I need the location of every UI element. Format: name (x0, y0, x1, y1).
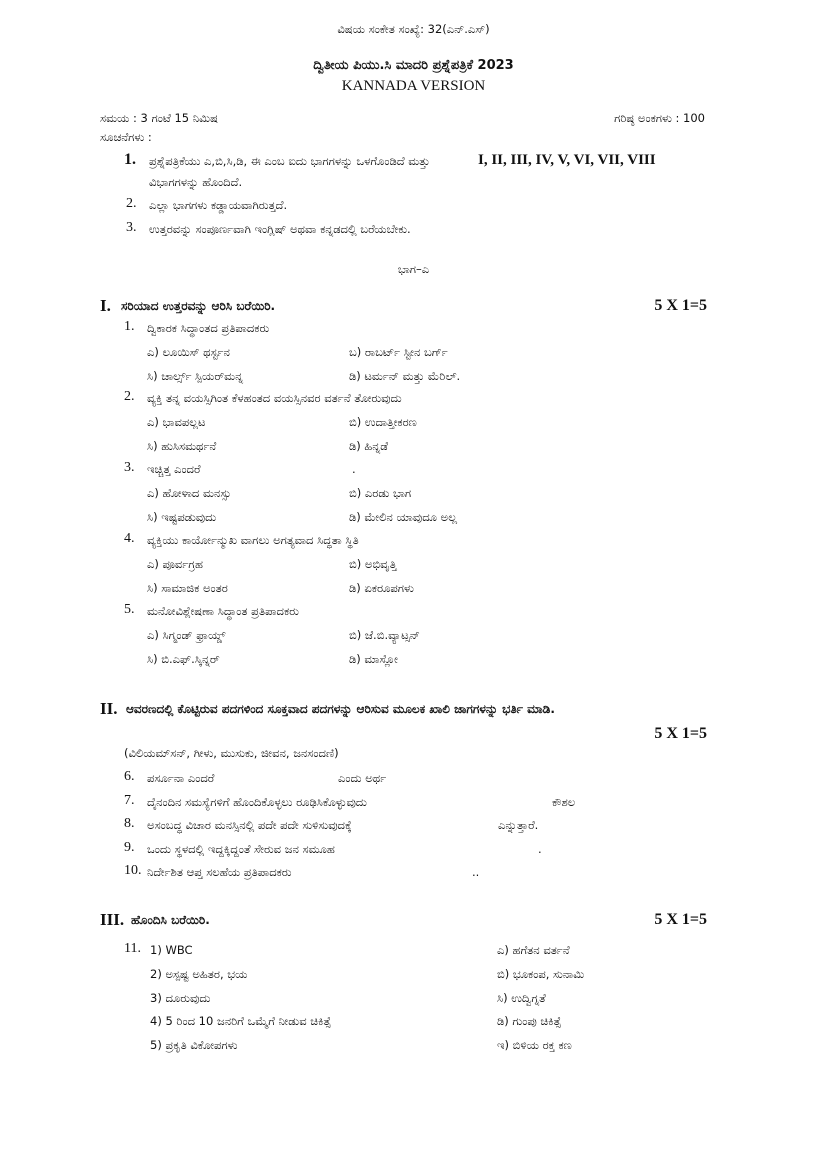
option-b: ಬ) ರಾಬರ್ಟ್ ಸ್ಟೀನ ಬರ್ಗ್ (349, 345, 448, 359)
instruction-sections: I, II, III, IV, V, VI, VII, VIII (478, 152, 656, 168)
option-d: ಡಿ) ಹಿನ್ನಡೆ (349, 439, 389, 453)
match-left-item: 4) 5 ರಿಂದ 10 ಜನರಿಗೆ ಒಮ್ಮೆಗೆ ನೀಡುವ ಚಿಕಿತ್ಸೆ (150, 1014, 332, 1028)
question-number: 11. (124, 941, 141, 956)
question-number: 4. (124, 531, 135, 546)
question-text: ದೈನಂದಿನ ಸಮಸ್ಯೆಗಳಿಗೆ ಹೊಂದಿಕೊಳ್ಳಲು ರೂಢಿಸಿಕೊಳ್ಳುವುದು (147, 795, 367, 809)
match-right-item: ಎ) ಹಗೆತನ ವರ್ತನೆ (497, 943, 570, 957)
question-text: ಅಸಂಬದ್ಧ ವಿಚಾರ ಮನಸ್ಸಿನಲ್ಲಿ ಪದೇ ಪದೇ ಸುಳಿಸುವುದಕ್ಕೆ (147, 818, 352, 832)
blank-tail: . (538, 842, 542, 856)
section-marks: 5 X 1=5 (654, 297, 707, 314)
question-number: 5. (124, 602, 135, 617)
question-text: ವ್ಯಕ್ತಿಯು ಕಾರ್ಯೋನ್ಮುಖ ವಾಗಲು ಅಗತ್ಯವಾದ ಸಿದ್ಧತಾ ಸ್ಥಿತಿ (147, 533, 359, 547)
option-a: ಎ) ಸಿಗ್ಮಂಡ್ ಫ್ರಾಯ್ಡ್ (147, 628, 226, 642)
section-number: III. (100, 910, 125, 929)
question-number: 3. (124, 460, 135, 475)
blank-end: . (352, 462, 356, 476)
section-marks: 5 X 1=5 (654, 725, 707, 742)
option-b: ಬಿ) ಜೆ.ಬಿ.ವ್ಯಾಟ್ಸನ್ (349, 628, 420, 642)
time-allowed: ಸಮಯ : 3 ಗಂಟೆ 15 ನಿಮಿಷ (100, 111, 218, 125)
instruction-text: ಎಲ್ಲಾ ಭಾಗಗಳು ಕಡ್ಡಾಯವಾಗಿರುತ್ತದೆ. (149, 198, 288, 212)
match-left-item: 1) WBC (150, 943, 193, 957)
instruction-text-cont: ವಿಭಾಗಗಳನ್ನು ಹೊಂದಿದೆ. (149, 175, 243, 189)
question-text: ನಿರ್ದೇಶಿತ ಆಪ್ತ ಸಲಹೆಯ ಪ್ರತಿಪಾದಕರು (147, 865, 292, 879)
instruction-number: 3. (126, 220, 137, 235)
max-marks: ಗರಿಷ್ಠ ಅಂಕಗಳು : 100 (614, 111, 705, 125)
instruction-text: ಪ್ರಶ್ನೆಪತ್ರಿಕೆಯು ಎ,ಬಿ,ಸಿ,ಡಿ, ಈ ಎಂಬ ಐದು ಭಾಗಗಳನ್ನು ಒಳಗೊಂಡಿದೆ ಮತ್ತು (149, 154, 430, 168)
blank-tail: ಎಂದು ಅರ್ಥ (338, 771, 387, 785)
match-left-item: 5) ಪ್ರಕೃತಿ ವಿಕೋಪಗಳು (150, 1038, 238, 1052)
section-heading: ಸರಿಯಾದ ಉತ್ತರವನ್ನು ಆರಿಸಿ ಬರೆಯಿರಿ. (121, 299, 276, 313)
question-number: 8. (124, 816, 135, 831)
option-a: ಎ) ಹೋಳಾದ ಮನಸ್ಸು (147, 486, 232, 500)
section-number: II. (100, 699, 118, 718)
section-heading: ಆವರಣದಲ್ಲಿ ಕೊಟ್ಟಿರುವ ಪದಗಳಿಂದ ಸೂಕ್ತವಾದ ಪದಗಳನ್ನು ಆರಿಸುವ ಮೂಲಕ ಖಾಲಿ ಜಾಗಗಳನ್ನು ಭರ್ತಿ ಮಾಡಿ. (126, 702, 555, 716)
instruction-text: ಉತ್ತರವನ್ನು ಸಂಪೂರ್ಣವಾಗಿ ಇಂಗ್ಲಿಷ್ ಅಥವಾ ಕನ್ನಡದಲ್ಲಿ ಬರೆಯಬೇಕು. (149, 222, 411, 236)
option-c: ಸಿ) ಹುಸಿಸಮರ್ಥನೆ (147, 439, 217, 453)
match-right-item: ಡಿ) ಗುಂಪು ಚಿಕಿತ್ಸೆ (497, 1014, 562, 1028)
option-b: ಬಿ) ಉದಾತ್ತೀಕರಣ (349, 415, 417, 429)
match-left-item: 2) ಅಸ್ಪಷ್ಟ ಅಹಿತರ, ಭಯ (150, 967, 248, 981)
blank-tail: ಎನ್ನುತ್ತಾರೆ. (498, 818, 539, 832)
option-c: ಸಿ) ಬಿ.ಎಫ್.ಸ್ಕಿನ್ನರ್ (147, 652, 220, 666)
option-b: ಬಿ) ಅಭಿವೃತ್ತಿ (349, 557, 397, 571)
option-a: ಎ) ಲೂಯಿಸ್ ಥರ್ಸ್ಟನ (147, 345, 230, 359)
word-bank: (ವಿಲಿಯಮ್‌ಸನ್, ಗೀಳು, ಮುಸುಕು, ಜೀವನ, ಜನಸಂದಣಿ) (124, 746, 339, 760)
section-number: I. (100, 296, 111, 315)
question-text: ಇಚ್ಚಿತ್ತ ಎಂದರೆ (147, 462, 201, 476)
question-number: 9. (124, 840, 135, 855)
question-text: ವ್ಯಕ್ತಿ ತನ್ನ ವಯಸ್ಸಿಗಿಂತ ಕೆಳಹಂತದ ವಯಸ್ಸಿನವರ ವರ್ತನೆ ತೋರುವುದು (147, 391, 402, 405)
option-a: ಎ) ಭಾವಪಲ್ಲಟ (147, 415, 206, 429)
option-b: ಬಿ) ಎರಡು ಭಾಗ (349, 486, 412, 500)
section-marks: 5 X 1=5 (654, 911, 707, 928)
match-right-item: ಇ) ಬಿಳಿಯ ರಕ್ತ ಕಣ (497, 1038, 572, 1052)
question-number: 7. (124, 793, 135, 808)
part-label: ಭಾಗ–ಎ (397, 262, 430, 276)
paper-version: KANNADA VERSION (341, 78, 486, 94)
match-right-item: ಸಿ) ಉದ್ವಿಗ್ನತೆ (497, 991, 546, 1005)
question-number: 10. (124, 863, 142, 878)
instruction-number: 2. (126, 196, 137, 211)
question-text: ದ್ವಿಕಾರಕ ಸಿದ್ಧಾಂತದ ಪ್ರತಿಪಾದಕರು (147, 321, 270, 335)
match-right-item: ಬಿ) ಭೂಕಂಪ, ಸುನಾಮಿ (497, 967, 585, 981)
option-a: ಎ) ಪೂರ್ವಗ್ರಹ (147, 557, 203, 571)
question-number: 2. (124, 389, 135, 404)
option-d: ಡಿ) ಮಾಸ್ಲೋ (349, 652, 398, 666)
option-d: ಡಿ) ಮೇಲಿನ ಯಾವುದೂ ಅಲ್ಲ (349, 510, 458, 524)
paper-title: ದ್ವಿತೀಯ ಪಿಯು.ಸಿ ಮಾದರಿ ಪ್ರಶ್ನೆಪತ್ರಿಕೆ 2023 (313, 58, 514, 73)
question-text: ಮನೋವಿಶ್ಲೇಷಣಾ ಸಿದ್ಧಾಂತ ಪ್ರತಿಪಾದಕರು (147, 604, 299, 618)
section-heading: ಹೊಂದಿಸಿ ಬರೆಯಿರಿ. (131, 913, 210, 927)
option-d: ಡಿ) ಟರ್ಮನ್ ಮತ್ತು ಮೆರಿಲ್. (349, 369, 461, 383)
match-left-item: 3) ದೂರುವುದು (150, 991, 211, 1005)
subject-code: ವಿಷಯ ಸಂಕೇತ ಸಂಖ್ಯೆ: 32(ಎನ್.ಎಸ್) (337, 22, 490, 36)
blank-tail: .. (472, 865, 480, 879)
instructions-label: ಸೂಚನೆಗಳು : (100, 130, 152, 144)
option-c: ಸಿ) ಇಷ್ಟಪಡುವುದು (147, 510, 217, 524)
option-c: ಸಿ) ಸಾಮಾಜಿಕ ಅಂತರ (147, 581, 228, 595)
question-text: ಒಂದು ಸ್ಥಳದಲ್ಲಿ ಇದ್ದಕ್ಕಿದ್ದಂತೆ ಸೇರುವ ಜನ ಸಮೂಹ (147, 842, 335, 856)
option-c: ಸಿ) ಚಾರ್ಲ್ಸ್ ಸ್ಪಿಯರ್‌ಮನ್ನ (147, 369, 244, 383)
instruction-number: 1. (124, 151, 136, 168)
question-text: ಪರ್ಸೂನಾ ಎಂದರೆ (147, 771, 215, 785)
option-d: ಡಿ) ಏಕರೂಪಗಳು (349, 581, 414, 595)
blank-tail: ಕೌಶಲ (552, 795, 576, 809)
question-number: 1. (124, 319, 135, 334)
question-number: 6. (124, 769, 135, 784)
